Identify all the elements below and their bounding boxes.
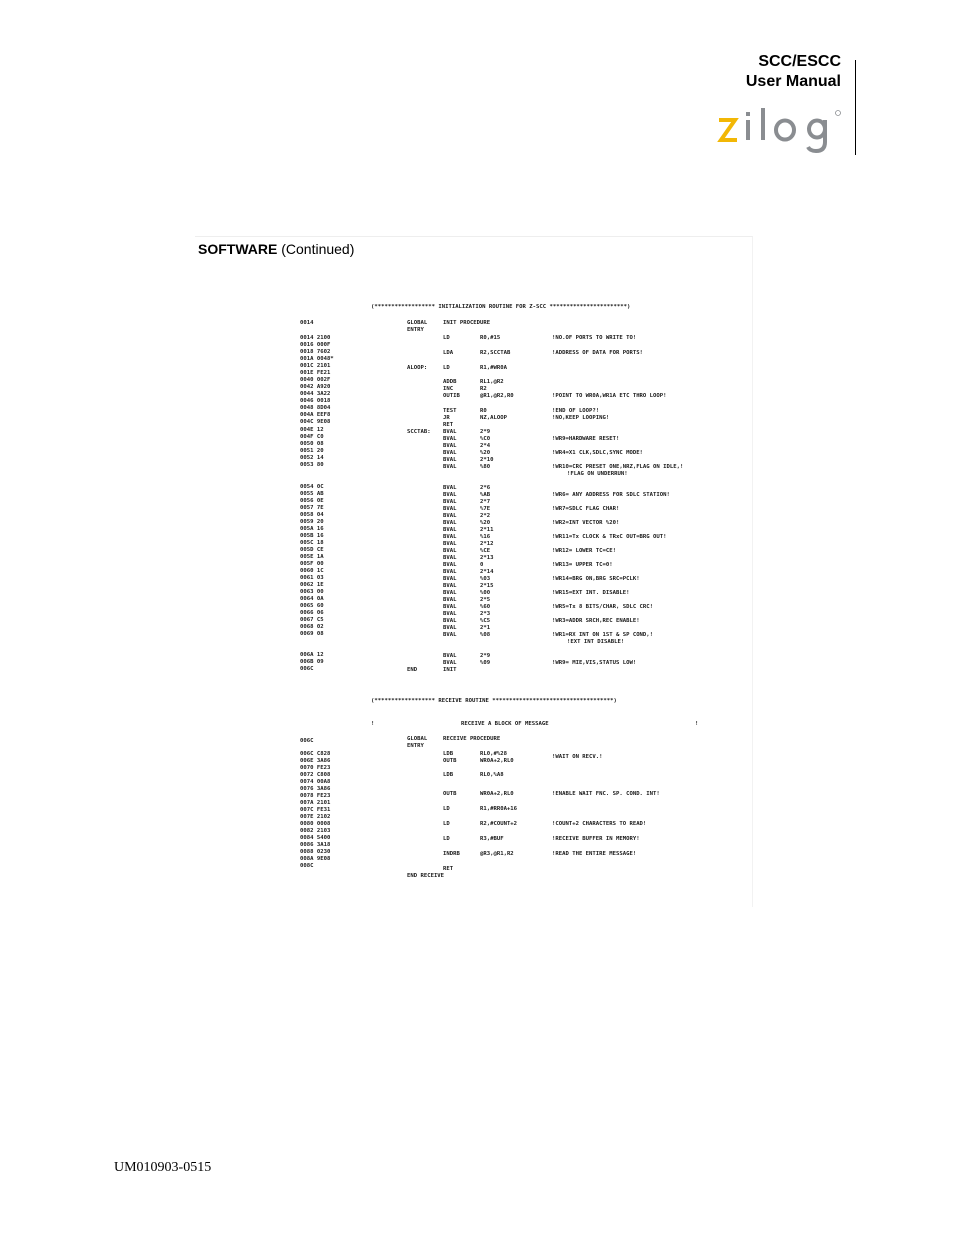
listing-line: 007A 2101 bbox=[300, 800, 331, 806]
listing-line: ENTRY bbox=[407, 327, 424, 333]
listing-line: 0080 0008 bbox=[300, 821, 331, 827]
listing-line: 0088 0230 bbox=[300, 849, 331, 855]
listing-line: BVAL bbox=[443, 436, 457, 442]
listing-line: SCCTAB: bbox=[407, 429, 431, 435]
listing-line: 0046 0018 bbox=[300, 398, 331, 404]
listing-line: RL0,#%28 bbox=[480, 751, 507, 757]
listing-line: 2*10 bbox=[480, 457, 494, 463]
listing-line: R0 bbox=[480, 408, 487, 414]
logo-o-glyph bbox=[776, 121, 794, 140]
listing-line: 005C 18 bbox=[300, 540, 324, 546]
listing-line: END bbox=[407, 667, 418, 673]
logo-i-stem bbox=[746, 120, 750, 140]
listing-line: LD bbox=[443, 836, 450, 842]
listing-line: !WR1=RX INT ON 1ST & SP COND,! bbox=[552, 632, 654, 638]
listing-line: INIT PROCEDURE bbox=[443, 320, 491, 326]
listing-line: !WR14=BRG ON,BRG SRC=PCLK! bbox=[552, 576, 640, 582]
listing-line: R2 bbox=[480, 386, 487, 392]
listing-line: OUTB bbox=[443, 791, 457, 797]
listing-line: 0014 bbox=[300, 320, 314, 326]
listing-line: 2*2 bbox=[480, 513, 491, 519]
listing-line: 2*5 bbox=[480, 597, 491, 603]
listing-line: 006C bbox=[300, 666, 314, 672]
listing-line: BVAL bbox=[443, 597, 457, 603]
listing-line: 2*9 bbox=[480, 429, 491, 435]
listing-line: 0058 04 bbox=[300, 512, 324, 518]
listing-line: GLOBAL bbox=[407, 320, 428, 326]
listing-line: 007C FE31 bbox=[300, 807, 331, 813]
listing-line: !WR9=HARDWARE RESET! bbox=[552, 436, 620, 442]
listing-line: R2,SCCTAB bbox=[480, 350, 511, 356]
listing-line: 0055 AB bbox=[300, 491, 324, 497]
listing-line: INIT bbox=[443, 667, 457, 673]
listing-line: ! bbox=[371, 721, 375, 727]
listing-line: (****************** RECEIVE ROUTINE ************************************) bbox=[371, 698, 617, 704]
listing-line: RL0,%A8 bbox=[480, 772, 504, 778]
listing-line: !END OF LOOP?! bbox=[552, 408, 600, 414]
listing-line: %03 bbox=[480, 576, 491, 582]
header-doc-type: User Manual bbox=[745, 73, 841, 90]
listing-line: 0076 3A86 bbox=[300, 786, 331, 792]
listing-line: 0060 1C bbox=[300, 568, 324, 574]
logo-g-bowl bbox=[809, 121, 825, 138]
listing-line: 0065 60 bbox=[300, 603, 324, 609]
listing-line: !NO.OF PORTS TO WRITE TO! bbox=[552, 335, 637, 341]
section-title-bold: SOFTWARE bbox=[198, 241, 278, 257]
listing-line: 0053 80 bbox=[300, 462, 324, 468]
listing-line: ADDB bbox=[443, 379, 457, 385]
listing-line: 006A 12 bbox=[300, 652, 324, 658]
listing-line: LDA bbox=[443, 350, 454, 356]
listing-line: OUTIB bbox=[443, 393, 460, 399]
listing-line: R0,#15 bbox=[480, 335, 501, 341]
listing-line: RECEIVE A BLOCK OF MESSAGE bbox=[461, 721, 549, 727]
listing-line: BVAL bbox=[443, 506, 457, 512]
listing-line: BVAL bbox=[443, 562, 457, 568]
listing-line: 2*12 bbox=[480, 541, 494, 547]
listing-line: 007E 2102 bbox=[300, 814, 331, 820]
listing-line: 0051 20 bbox=[300, 448, 324, 454]
header-divider bbox=[855, 60, 856, 155]
listing-line: 0059 20 bbox=[300, 519, 324, 525]
listing-line: 006C bbox=[300, 738, 314, 744]
listing-line: (****************** INITIALIZATION ROUTINE FOR Z-SCC ***********************) bbox=[371, 304, 631, 310]
listing-line: 0042 A920 bbox=[300, 384, 331, 390]
listing-line: %80 bbox=[480, 464, 491, 470]
listing-line: 0018 7602 bbox=[300, 349, 331, 355]
listing-line: !WR10=CRC PRESET ONE,NRZ,FLAG ON IDLE,! bbox=[552, 464, 684, 470]
listing-line: 0052 14 bbox=[300, 455, 324, 461]
listing-line: 0 bbox=[480, 562, 484, 568]
listing-line: TEST bbox=[443, 408, 457, 414]
listing-line: LD bbox=[443, 335, 450, 341]
listing-line: %C0 bbox=[480, 436, 491, 442]
listing-line: 005A 16 bbox=[300, 526, 324, 532]
listing-line: ! bbox=[695, 721, 699, 727]
listing-line: 006B 09 bbox=[300, 659, 324, 665]
listing-line: !WR5=Tx 8 BITS/CHAR, SDLC CRC! bbox=[552, 604, 654, 610]
listing-line: 006E 3A86 bbox=[300, 758, 331, 764]
listing-line: BVAL bbox=[443, 520, 457, 526]
listing-line: BVAL bbox=[443, 569, 457, 575]
listing-line: RET bbox=[443, 866, 454, 872]
listing-line: %16 bbox=[480, 534, 491, 540]
listing-line: WR0A+2,RL0 bbox=[480, 758, 514, 764]
listing-line: !WR7=SDLC FLAG CHAR! bbox=[552, 506, 620, 512]
listing-line: BVAL bbox=[443, 611, 457, 617]
listing-line: 0078 FE23 bbox=[300, 793, 331, 799]
listing-line: 2*6 bbox=[480, 485, 491, 491]
listing-line: 0082 2103 bbox=[300, 828, 331, 834]
listing-line: BVAL bbox=[443, 450, 457, 456]
listing-line: 008C bbox=[300, 863, 314, 869]
listing-line: END RECEIVE bbox=[407, 873, 445, 879]
listing-line: @R1,@R2,R0 bbox=[480, 393, 514, 399]
listing-line: GLOBAL bbox=[407, 736, 428, 742]
listing-line: INC bbox=[443, 386, 454, 392]
listing-line: BVAL bbox=[443, 492, 457, 498]
listing-line: BVAL bbox=[443, 527, 457, 533]
listing-line: %00 bbox=[480, 590, 491, 596]
listing-line: 004A EEF8 bbox=[300, 412, 331, 418]
listing-line: !EXT INT DISABLE! bbox=[567, 639, 625, 645]
listing-line: RECEIVE PROCEDURE bbox=[443, 736, 501, 742]
registered-mark bbox=[836, 111, 841, 116]
listing-line: 0074 00A8 bbox=[300, 779, 331, 785]
listing-line: 005D CE bbox=[300, 547, 324, 553]
listing-line: BVAL bbox=[443, 443, 457, 449]
listing-line: LD bbox=[443, 806, 450, 812]
listing-line: BVAL bbox=[443, 625, 457, 631]
listing-line: 001E FE21 bbox=[300, 370, 331, 376]
listing-line: BVAL bbox=[443, 513, 457, 519]
listing-line: !COUNT+2 CHARACTERS TO READ! bbox=[552, 821, 647, 827]
listing-line: R1,#WR0A bbox=[480, 365, 507, 371]
listing-line: 0040 002F bbox=[300, 377, 331, 383]
listing-line: JR bbox=[443, 415, 450, 421]
listing-line: !POINT TO WR0A,WR1A ETC THRO LOOP! bbox=[552, 393, 667, 399]
listing-line: BVAL bbox=[443, 548, 457, 554]
software-listing-figure bbox=[195, 236, 753, 907]
listing-line: %20 bbox=[480, 520, 491, 526]
listing-line: 2*3 bbox=[480, 611, 491, 617]
listing-line: 0064 0A bbox=[300, 596, 324, 602]
section-title-rest: (Continued) bbox=[277, 241, 355, 257]
listing-line: BVAL bbox=[443, 632, 457, 638]
listing-line: RL1,@R2 bbox=[480, 379, 504, 385]
listing-line: BVAL bbox=[443, 541, 457, 547]
listing-line: INDRB bbox=[443, 851, 460, 857]
listing-line: LD bbox=[443, 365, 450, 371]
listing-line: !WR4=X1 CLK,SDLC,SYNC MODE! bbox=[552, 450, 643, 456]
listing-line: 2*14 bbox=[480, 569, 494, 575]
listing-line: @R3,@R1,R2 bbox=[480, 851, 514, 857]
listing-line: BVAL bbox=[443, 485, 457, 491]
listing-line: LD bbox=[443, 821, 450, 827]
listing-line: 0014 2100 bbox=[300, 335, 331, 341]
listing-line: BVAL bbox=[443, 555, 457, 561]
listing-line: !WR15=EXT INT. DISABLE! bbox=[552, 590, 630, 596]
listing-line: %7E bbox=[480, 506, 491, 512]
listing-line: %AB bbox=[480, 492, 491, 498]
listing-line: %20 bbox=[480, 450, 491, 456]
listing-line: 0054 0C bbox=[300, 484, 324, 490]
logo-wordmark: zilog bbox=[716, 106, 719, 107]
listing-line: 005B 16 bbox=[300, 533, 324, 539]
listing-line: !FLAG ON UNDERRUN! bbox=[567, 471, 628, 477]
listing-line: 008A 9E08 bbox=[300, 856, 331, 862]
listing-line: 0044 3A22 bbox=[300, 391, 331, 397]
header-product: SCC/ESCC bbox=[758, 53, 841, 70]
listing-line: RET bbox=[443, 422, 454, 428]
listing-line: 0062 1E bbox=[300, 582, 324, 588]
listing-line: 005E 1A bbox=[300, 554, 324, 560]
listing-line: LDB bbox=[443, 751, 454, 757]
listing-line: BVAL bbox=[443, 457, 457, 463]
listing-line: BVAL bbox=[443, 499, 457, 505]
listing-line: 0068 02 bbox=[300, 624, 324, 630]
footer-doc-number: UM010903-0515 bbox=[114, 1160, 212, 1175]
listing-line: 006C C828 bbox=[300, 751, 331, 757]
listing-line: !WR9= MIE,VIS,STATUS LOW! bbox=[552, 660, 637, 666]
listing-line: 0048 8D04 bbox=[300, 405, 331, 411]
listing-line: 004C 9E08 bbox=[300, 419, 331, 425]
listing-line: !RECEIVE BUFFER IN MEMORY! bbox=[552, 836, 640, 842]
listing-line: %60 bbox=[480, 604, 491, 610]
listing-line: R3,#BUF bbox=[480, 836, 504, 842]
listing-line: 0070 FE23 bbox=[300, 765, 331, 771]
listing-line: WR0A+2,RL0 bbox=[480, 791, 514, 797]
listing-line: 004E 12 bbox=[300, 427, 324, 433]
listing-line: 0056 0E bbox=[300, 498, 324, 504]
listing-line: 2*7 bbox=[480, 499, 491, 505]
listing-line: BVAL bbox=[443, 464, 457, 470]
logo-i-dot bbox=[746, 112, 750, 116]
listing-line: 2*13 bbox=[480, 555, 494, 561]
listing-line: BVAL bbox=[443, 576, 457, 582]
listing-line: %CE bbox=[480, 548, 491, 554]
listing-line: BVAL bbox=[443, 660, 457, 666]
listing-line: BVAL bbox=[443, 590, 457, 596]
listing-line: 0050 08 bbox=[300, 441, 324, 447]
logo-l-glyph bbox=[761, 108, 765, 140]
listing-line: BVAL bbox=[443, 429, 457, 435]
listing-line: 0066 06 bbox=[300, 610, 324, 616]
listing-line: !ENABLE WAIT FNC. SP. COND. INT! bbox=[552, 791, 660, 797]
listing-line: !WR11=Tx CLOCK & TRxC OUT=BRG OUT! bbox=[552, 534, 667, 540]
listing-line: 0084 5400 bbox=[300, 835, 331, 841]
logo-z-glyph bbox=[719, 120, 737, 140]
listing-line: BVAL bbox=[443, 583, 457, 589]
listing-line: 005F 00 bbox=[300, 561, 324, 567]
listing-line: 0061 03 bbox=[300, 575, 324, 581]
listing-line: 2*1 bbox=[480, 625, 491, 631]
listing-line: BVAL bbox=[443, 604, 457, 610]
listing-line: %09 bbox=[480, 660, 491, 666]
listing-line: !NO,KEEP LOOPING! bbox=[552, 415, 610, 421]
listing-line: %08 bbox=[480, 632, 491, 638]
listing-line: 001A 0048* bbox=[300, 356, 334, 362]
listing-line: BVAL bbox=[443, 618, 457, 624]
listing-line: 2*11 bbox=[480, 527, 494, 533]
listing-line: NZ,ALOOP bbox=[480, 415, 507, 421]
listing-line: !ADDRESS OF DATA FOR PORTS! bbox=[552, 350, 643, 356]
listing-line: %C5 bbox=[480, 618, 491, 624]
listing-line: 2*15 bbox=[480, 583, 494, 589]
listing-line: 0063 00 bbox=[300, 589, 324, 595]
listing-line: !READ THE ENTIRE MESSAGE! bbox=[552, 851, 637, 857]
listing-line: 0072 C808 bbox=[300, 772, 331, 778]
listing-line: OUTB bbox=[443, 758, 457, 764]
listing-line: 2*9 bbox=[480, 653, 491, 659]
listing-line: !WR2=INT VECTOR %20! bbox=[552, 520, 620, 526]
listing-line: BVAL bbox=[443, 534, 457, 540]
assembly-listing bbox=[195, 237, 752, 907]
listing-line: 0016 000F bbox=[300, 342, 331, 348]
listing-line: ALOOP: bbox=[407, 365, 428, 371]
listing-line: !WR13= UPPER TC=0! bbox=[552, 562, 613, 568]
listing-line: BVAL bbox=[443, 653, 457, 659]
listing-line: 0069 08 bbox=[300, 631, 324, 637]
listing-line: 0067 C5 bbox=[300, 617, 324, 623]
listing-line: R1,#RR0A+16 bbox=[480, 806, 518, 812]
manual-header-title bbox=[746, 52, 841, 92]
listing-line: 004F C0 bbox=[300, 434, 324, 440]
listing-line: 0057 7E bbox=[300, 505, 324, 511]
listing-line: !WR12= LOWER TC=CE! bbox=[552, 548, 616, 554]
listing-line: 2*4 bbox=[480, 443, 491, 449]
listing-line: !WR3=ADDR SRCH,REC ENABLE! bbox=[552, 618, 640, 624]
listing-line: 001C 2101 bbox=[300, 363, 331, 369]
listing-line: R2,#COUNT+2 bbox=[480, 821, 518, 827]
listing-line: !WR6= ANY ADDRESS FOR SDLC STATION! bbox=[552, 492, 670, 498]
zilog-logo bbox=[716, 106, 844, 156]
listing-line: 0086 3A18 bbox=[300, 842, 331, 848]
listing-line: ENTRY bbox=[407, 743, 424, 749]
listing-line: !WAIT ON RECV.! bbox=[552, 754, 603, 760]
listing-line: LDB bbox=[443, 772, 454, 778]
